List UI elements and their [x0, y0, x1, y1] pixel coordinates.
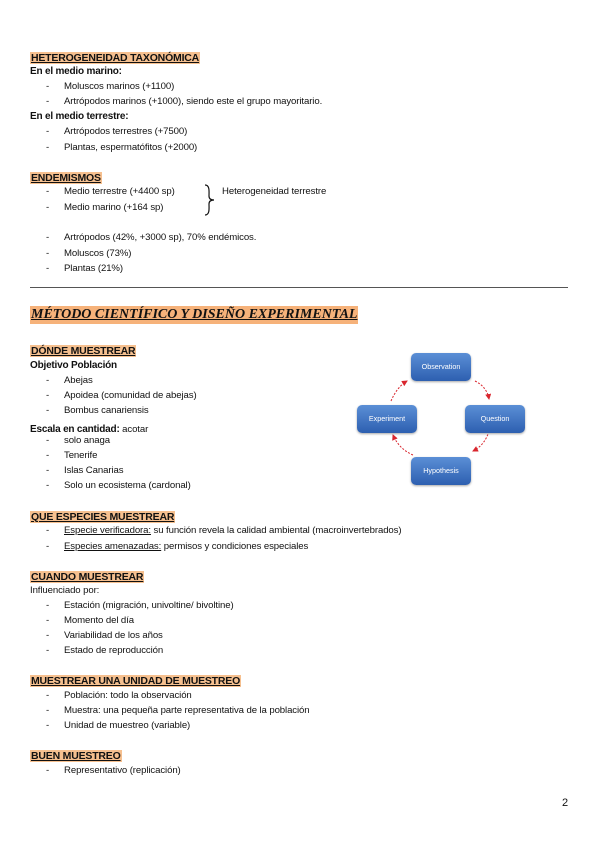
objective-label: Objetivo Población — [30, 360, 117, 371]
land-label: En el medio terrestre: — [30, 111, 129, 122]
item-rest: permisos y condiciones especiales — [161, 541, 309, 552]
scientific-method-cycle — [355, 345, 530, 495]
section-heading-endemisms: ENDEMISMOS — [31, 172, 101, 184]
curly-brace-icon — [203, 184, 217, 216]
influence-intro: Influenciado por: — [30, 585, 100, 596]
section-heading-when: CUANDO MUESTREAR — [31, 571, 144, 583]
question-node: Question — [465, 405, 525, 433]
section-heading-good-sampling: BUEN MUESTREO — [31, 750, 121, 762]
item-rest: su función revela la calidad ambiental (macroinvertebrados) — [150, 525, 402, 536]
page-number: 2 — [562, 797, 569, 809]
divider — [30, 287, 568, 288]
experiment-node: Experiment — [357, 405, 417, 433]
observation-node: Observation — [411, 353, 471, 381]
section-heading-which-species: QUE ESPECIES MUESTREAR — [31, 511, 175, 523]
marine-label: En el medio marino: — [30, 66, 122, 77]
scale-suffix: acotar — [119, 424, 149, 435]
item-lead: Especie verificadora: — [64, 525, 151, 536]
section-heading-taxonomic: HETEROGENEIDAD TAXONÓMICA — [31, 52, 200, 64]
section-heading-sampling-unit: MUESTREAR UNA UNIDAD DE MUESTREO — [31, 675, 241, 687]
brace-label: Heterogeneidad terrestre — [222, 186, 327, 197]
section-heading-where: DÓNDE MUESTREAR — [31, 345, 136, 357]
page-title: MÉTODO CIENTÍFICO Y DISEÑO EXPERIMENTAL — [31, 307, 358, 322]
scale-label: Escala en cantidad: — [30, 424, 120, 435]
hypothesis-node: Hypothesis — [411, 457, 471, 485]
item-lead: Especies amenazadas: — [64, 541, 162, 552]
